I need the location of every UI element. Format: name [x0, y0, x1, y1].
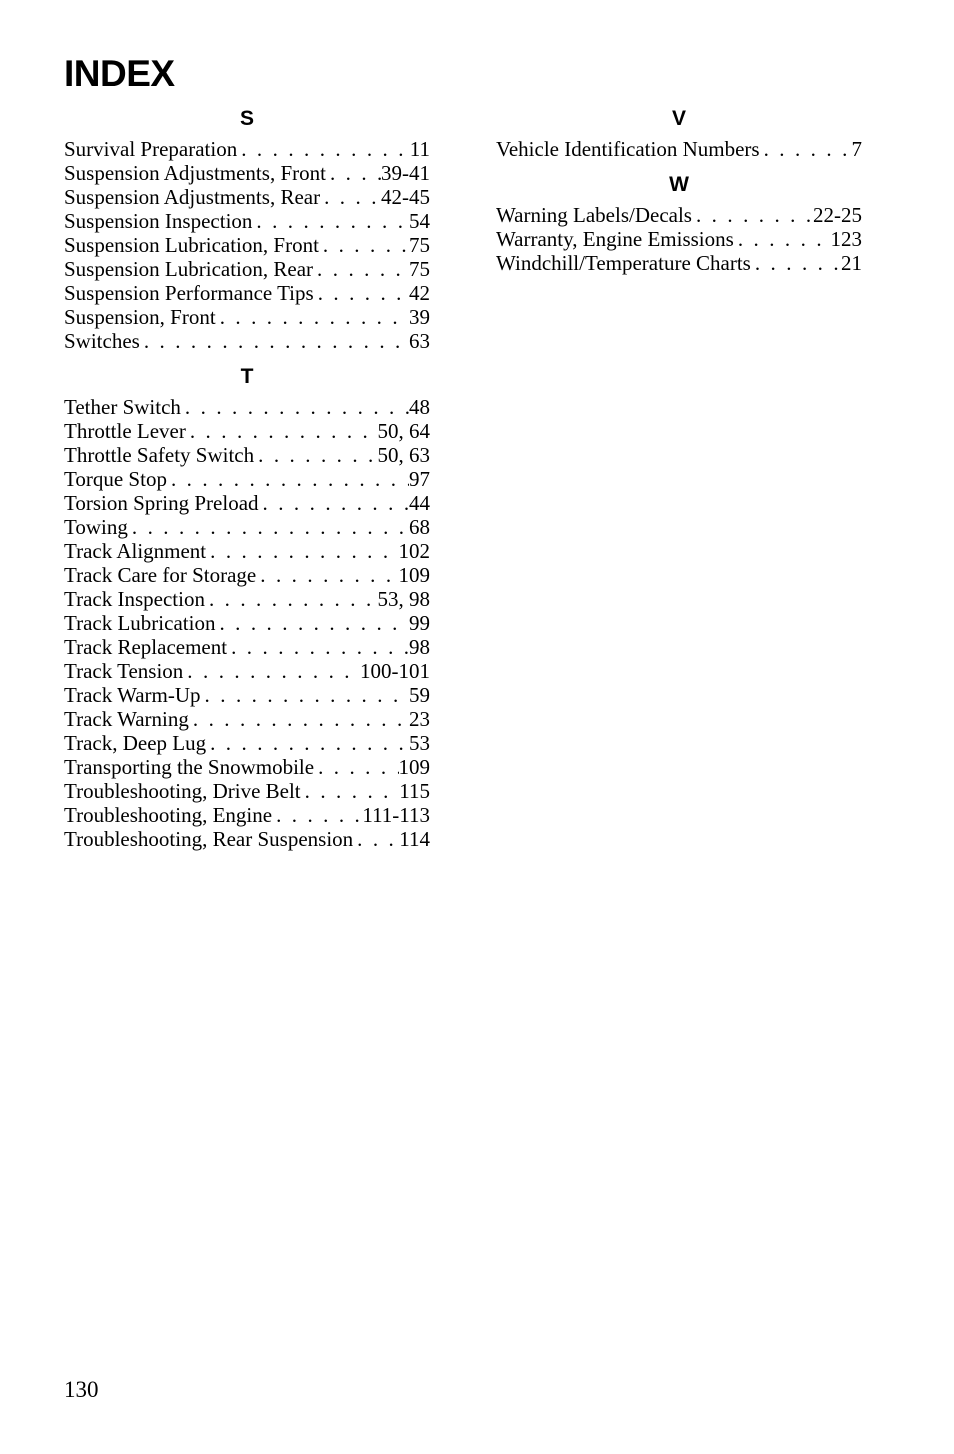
index-entry-page: 22-25	[813, 203, 862, 227]
index-entry-page: 63	[409, 329, 430, 353]
dot-leader	[326, 161, 381, 185]
index-entry-page: 11	[409, 137, 430, 161]
dot-leader	[227, 635, 409, 659]
index-entry-term: Transporting the Snowmobile	[64, 755, 315, 779]
index-entry	[64, 443, 430, 467]
index-entry	[64, 305, 430, 329]
dot-leader	[215, 611, 409, 635]
index-entry	[64, 281, 430, 305]
index-entry-term: Troubleshooting, Engine	[64, 803, 273, 827]
index-entry	[64, 395, 430, 419]
index-entry-page: 102	[398, 539, 430, 563]
dot-leader	[319, 233, 409, 257]
index-entry-page: 42	[409, 281, 430, 305]
index-entry-page: 23	[409, 707, 430, 731]
dot-leader	[189, 707, 409, 731]
index-entry-term: Tether Switch	[64, 395, 181, 419]
index-entry-page: 42-45	[381, 185, 430, 209]
index-entry-term: Torque Stop	[64, 467, 167, 491]
dot-leader	[301, 779, 400, 803]
index-entry-page: 75	[409, 233, 430, 257]
dot-leader	[216, 305, 409, 329]
index-entry-page: 109	[398, 755, 430, 779]
dot-leader	[206, 539, 398, 563]
index-entry-page: 7	[851, 137, 862, 161]
index-entry	[64, 185, 430, 209]
index-entry-term: Suspension Adjustments, Rear	[64, 185, 321, 209]
index-section	[64, 106, 430, 353]
index-entry	[64, 233, 430, 257]
index-entry-page: 53, 98	[377, 587, 430, 611]
index-entry-page: 44	[409, 491, 430, 515]
dot-leader	[201, 683, 409, 707]
index-entry	[64, 419, 430, 443]
index-entry-page: 50, 64	[377, 419, 430, 443]
index-entry-page: 75	[409, 257, 430, 281]
index-entry	[64, 683, 430, 707]
index-entry-page: 39	[409, 305, 430, 329]
dot-leader	[167, 467, 409, 491]
section-letter-heading: T	[240, 365, 254, 388]
index-entry	[64, 635, 430, 659]
dot-leader	[181, 395, 409, 419]
index-entry-page: 54	[409, 209, 430, 233]
index-column-right	[496, 106, 862, 275]
index-entry-page: 59	[409, 683, 430, 707]
index-section	[64, 364, 430, 851]
index-entry	[64, 161, 430, 185]
index-entry	[64, 209, 430, 233]
dot-leader	[760, 137, 852, 161]
dot-leader	[205, 587, 378, 611]
index-entry	[64, 587, 430, 611]
index-entry-term: Track Inspection	[64, 587, 205, 611]
section-letter-heading: V	[671, 107, 686, 130]
dot-leader	[128, 515, 409, 539]
index-entry-page: 21	[841, 251, 862, 275]
index-entry-term: Torsion Spring Preload	[64, 491, 259, 515]
index-entry-page: 123	[830, 227, 862, 251]
dot-leader	[237, 137, 410, 161]
page-number: 130	[64, 1377, 99, 1402]
index-entry-page: 100-101	[360, 659, 430, 683]
index-entry-term: Suspension Performance Tips	[64, 281, 314, 305]
index-entry-term: Survival Preparation	[64, 137, 238, 161]
index-entry-page: 48	[409, 395, 430, 419]
index-entry	[64, 827, 430, 851]
index-entry-term: Windchill/Temperature Charts	[496, 251, 751, 275]
index-entry	[64, 137, 430, 161]
index-entry-page: 39-41	[381, 161, 430, 185]
page-title: INDEX	[64, 53, 175, 94]
index-entry-term: Track Warm-Up	[64, 683, 201, 707]
index-entry	[64, 539, 430, 563]
index-entry-term: Track Tension	[64, 659, 184, 683]
index-entry	[64, 779, 430, 803]
index-entry-term: Track, Deep Lug	[64, 731, 207, 755]
index-entry-term: Suspension, Front	[64, 305, 216, 329]
index-entry-page: 99	[409, 611, 430, 635]
index-entry	[64, 467, 430, 491]
index-entry-term: Track Care for Storage	[64, 563, 257, 587]
index-section	[496, 106, 862, 161]
index-entry	[64, 491, 430, 515]
index-entry	[64, 707, 430, 731]
index-section	[496, 172, 862, 275]
index-entry	[64, 659, 430, 683]
index-entry-term: Suspension Lubrication, Rear	[64, 257, 314, 281]
index-entry	[64, 611, 430, 635]
section-letter-heading: S	[239, 107, 254, 130]
index-entry-term: Track Replacement	[64, 635, 228, 659]
index-entry	[496, 251, 862, 275]
index-entry-term: Throttle Safety Switch	[64, 443, 255, 467]
section-letter-heading: W	[669, 173, 689, 196]
dot-leader	[692, 203, 813, 227]
index-entry	[64, 731, 430, 755]
index-entry-page: 98	[409, 635, 430, 659]
dot-leader	[206, 731, 409, 755]
index-entry-term: Suspension Adjustments, Front	[64, 161, 326, 185]
index-entry-term: Suspension Lubrication, Front	[64, 233, 319, 257]
index-entry	[64, 755, 430, 779]
index-entry-page: 114	[399, 827, 430, 851]
index-entry	[64, 257, 430, 281]
dot-leader	[313, 257, 409, 281]
index-entry-term: Throttle Lever	[64, 419, 186, 443]
index-entry	[64, 329, 430, 353]
index-entry-term: Troubleshooting, Drive Belt	[64, 779, 301, 803]
dot-leader	[734, 227, 831, 251]
index-entry-term: Warning Labels/Decals	[496, 203, 692, 227]
dot-leader	[186, 419, 378, 443]
index-entry-page: 111-113	[362, 803, 430, 827]
index-entry	[64, 563, 430, 587]
index-entry-term: Towing	[64, 515, 128, 539]
index-entry-term: Troubleshooting, Rear Suspension	[64, 827, 354, 851]
index-entry-page: 53	[409, 731, 430, 755]
index-entry-term: Track Alignment	[64, 539, 207, 563]
dot-leader	[256, 563, 398, 587]
index-entry-term: Track Lubrication	[64, 611, 216, 635]
dot-leader	[183, 659, 360, 683]
dot-leader	[140, 329, 409, 353]
dot-leader	[353, 827, 399, 851]
dot-leader	[259, 491, 409, 515]
index-entry-term: Vehicle Identification Numbers	[496, 137, 760, 161]
index-entry-term: Suspension Inspection	[64, 209, 253, 233]
dot-leader	[254, 443, 377, 467]
index-entry-page: 50, 63	[377, 443, 430, 467]
dot-leader	[252, 209, 409, 233]
index-entry	[496, 137, 862, 161]
dot-leader	[320, 185, 381, 209]
index-entry-page: 68	[409, 515, 430, 539]
index-entry	[496, 227, 862, 251]
index-column-left	[64, 106, 430, 851]
index-entry-term: Track Warning	[64, 707, 189, 731]
dot-leader	[272, 803, 362, 827]
index-entry-page: 109	[398, 563, 430, 587]
index-entry-term: Switches	[64, 329, 140, 353]
dot-leader	[751, 251, 841, 275]
index-entry-page: 97	[409, 467, 430, 491]
index-entry	[496, 203, 862, 227]
index-entry	[64, 803, 430, 827]
dot-leader	[314, 281, 409, 305]
index-entry-page: 115	[399, 779, 430, 803]
index-entry-term: Warranty, Engine Emissions	[496, 227, 734, 251]
index-entry	[64, 515, 430, 539]
dot-leader	[314, 755, 398, 779]
